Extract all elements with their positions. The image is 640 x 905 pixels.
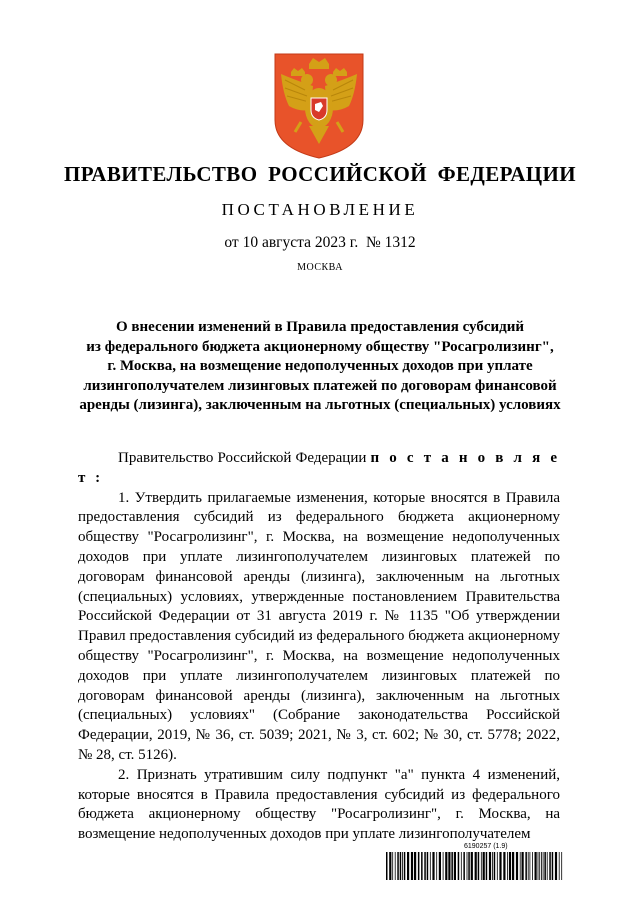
title-line: из федерального бюджета акционерному обществу "Росагролизинг", bbox=[86, 338, 554, 355]
intro-emphasis: п о с т а н о в л я е т : bbox=[78, 450, 560, 486]
government-name: ПРАВИТЕЛЬСТВО РОССИЙСКОЙ ФЕДЕРАЦИИ bbox=[64, 162, 576, 186]
city-name: МОСКВА bbox=[297, 262, 343, 273]
barcode bbox=[386, 852, 564, 880]
paragraph-2: 2. Признать утратившим силу подпункт "а" пункта 4 изменений, которые вносятся в Правила предоставления субсидий из федерального бюджета акционерному обществу "Росагролизинг", г. Москва, на возмещение недополученных доходов при уплате лизингополучателем bbox=[78, 766, 560, 843]
title-line: г. Москва, на возмещение недополученных доходов при уплате bbox=[107, 358, 533, 374]
paragraph-1: 1. Утвердить прилагаемые изменения, которые вносятся в Правила предоставления субсидий из федерального бюджета акционерному обществу "Росагролизинг", г. Москва, на возмещение недополученных доходов при уплате лизингополучателем лизинговых платежей по договорам финансовой аренды (лизинга), заключенным на льготных (специальных) условиях, утвержденные постановлением Правительства Российской Федерации от 31 августа 2019 г. № 1135 "Об утверждении Правил предоставления субсидий из федерального бюджета акционерному обществу "Росагролизинг", г. Москва, на возмещение недополученных доходов при уплате лизингополучателем лизинговых платежей по договорам финансовой аренды (лизинга), заключенным на льготных (специальных) условиях" (Собрание законодательства Российской Федерации, 2019, № 36, ст. 5039; 2021, № 3, ст. 602; № 30, ст. 5778; 2022, № 28, ст. 5126). bbox=[78, 489, 560, 763]
document-body bbox=[78, 449, 560, 845]
coat-of-arms-emblem bbox=[271, 50, 367, 160]
intro-text: Правительство Российской Федерации bbox=[118, 450, 367, 466]
date-and-number: от 10 августа 2023 г. № 1312 bbox=[224, 234, 416, 251]
intro-paragraph bbox=[78, 449, 560, 489]
title-line: О внесении изменений в Правила предоставления субсидий bbox=[115, 319, 525, 335]
title-line: аренды (лизинга), заключенным на льготных (специальных) условиях bbox=[79, 397, 561, 413]
document-title bbox=[60, 318, 580, 416]
document-type: ПОСТАНОВЛЕНИЕ bbox=[221, 200, 419, 219]
barcode-number: 6190257 (1.9) bbox=[464, 843, 508, 850]
title-line: лизингополучателем лизинговых платежей по договорам финансовой bbox=[83, 377, 557, 394]
